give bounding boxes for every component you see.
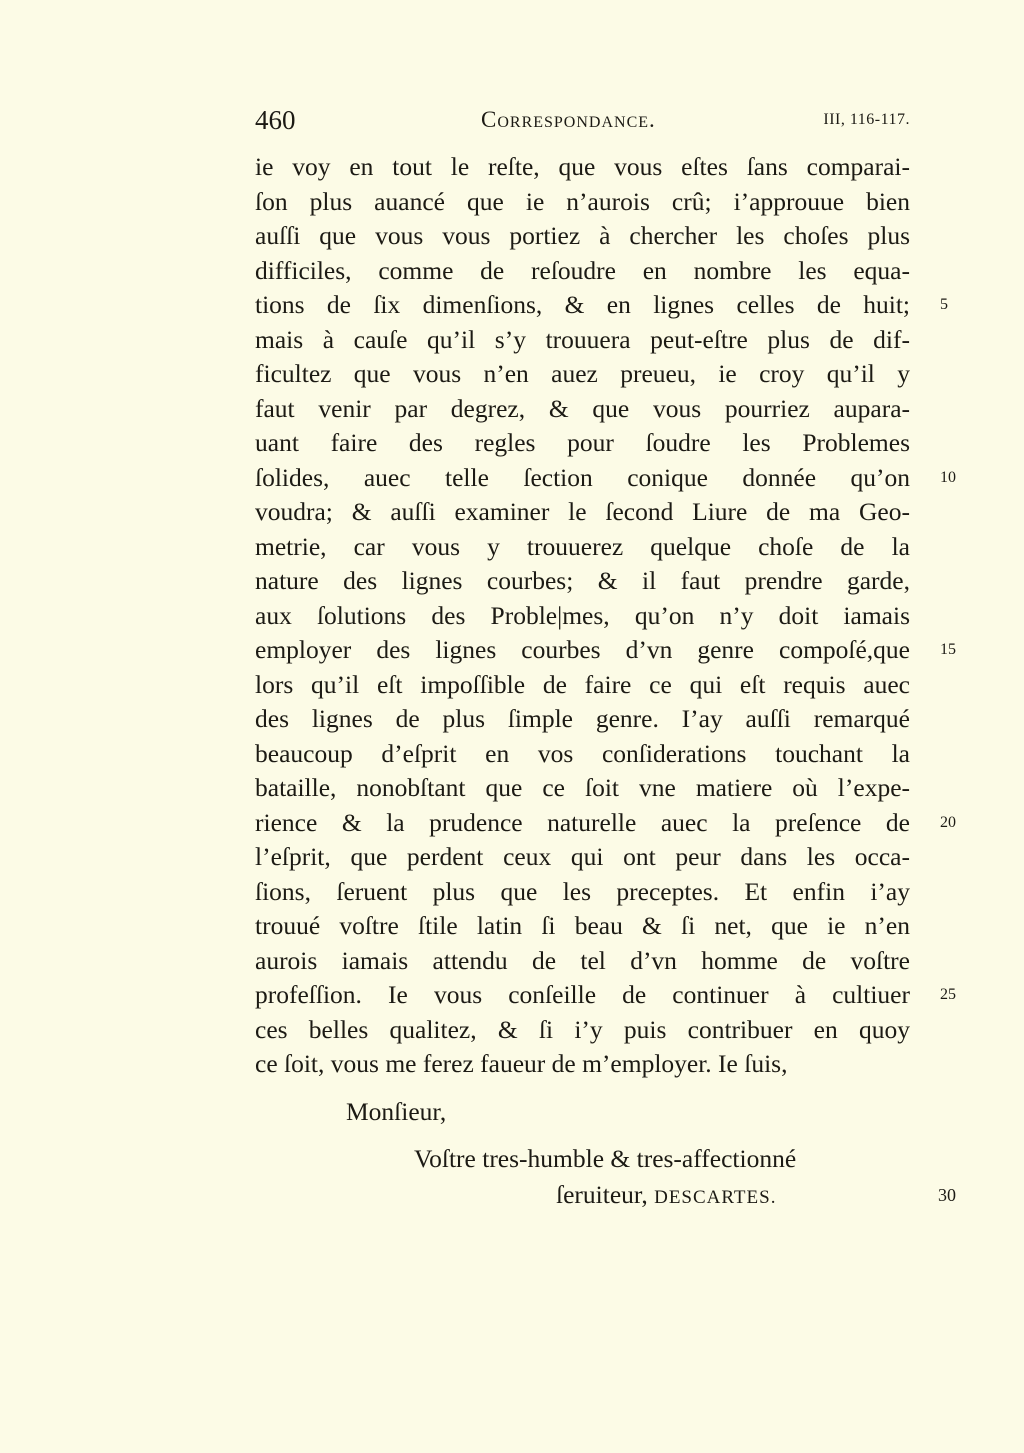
signature-line (556, 1178, 776, 1216)
letter-closing (0, 1090, 1024, 1220)
text-line: l’eſprit, que perdent ceux qui ont peur dans les occa- (255, 842, 910, 871)
line-number: 25 (940, 986, 956, 1003)
text-line: voudra; & auſſi examiner le ſecond Liure de ma Geo- (255, 497, 910, 526)
page-number: 460 (255, 105, 296, 135)
line-number: 30 (938, 1185, 956, 1205)
text-line: mais à cauſe qu’il s’y trouuera peut-eſtre plus de dif- (255, 324, 910, 354)
text-line: ie voy en tout le reſte, que vous eſtes ſans comparai- (255, 152, 910, 181)
text-line: ſon plus auancé que ie n’aurois crû; i’approuue bien (255, 186, 910, 216)
signature-servant: ſeruiteur, (556, 1180, 648, 1209)
text-line: employer des lignes courbes d’vn genre compoſé,que 15 (255, 633, 910, 668)
text-line: profeſſion. Ie vous conſeille de continuer à cultiuer 25 (255, 978, 910, 1013)
text-line: tions de ſix dimenſions, & en lignes celles de huit; 5 (255, 288, 910, 323)
text-line: ſolides, auec telle ſection conique donnée qu’on 10 (255, 461, 910, 496)
text-line: beaucoup d’eſprit en vos conſiderations touchant la (255, 738, 910, 768)
text-line: ces belles qualitez, & ſi i’y puis contribuer en quoy (255, 1014, 910, 1044)
line-number: 10 (940, 468, 956, 486)
signature-name: DESCARTES. (654, 1187, 777, 1208)
text-line: uant faire des regles pour ſoudre les Problemes (255, 428, 910, 457)
running-title: Correspondance. (481, 107, 656, 132)
text-line: trouué voſtre ſtile latin ſi beau & ſi net, que ie n’en (255, 911, 910, 940)
letter-body (255, 150, 956, 1082)
text-line: aurois iamais attendu de tel d’vn homme de voſtre (255, 945, 910, 975)
text-line: bataille, nonobſtant que ce ſoit vne matiere où l’expe- (255, 773, 910, 802)
signature-formula: Voſtre tres-humble & tres-affectionné (414, 1144, 797, 1173)
text-line: ce ſoit, vous me ferez faueur de m’employer. Ie ſuis, (255, 1049, 788, 1078)
text-line: rience & la prudence naturelle auec la preſence de 20 (255, 806, 910, 841)
volume-reference: III, 116-117. (823, 111, 910, 128)
text-line: ſions, ſeruent plus que les preceptes. Et enfin i’ay (255, 876, 910, 906)
line-number: 15 (940, 641, 956, 658)
text-line: lors qu’il eſt impoſſible de faire ce qui eſt requis auec (255, 669, 910, 699)
salutation: Monſieur, (346, 1097, 447, 1126)
text-line: ficultez que vous n’en auez preueu, ie croy qu’il y (255, 359, 910, 388)
text-line: faut venir par degrez, & que vous pourriez aupara- (255, 393, 910, 423)
text-line: difficiles, comme de reſoudre en nombre les equa- (255, 255, 910, 285)
line-number: 5 (940, 296, 948, 313)
text-line: nature des lignes courbes; & il faut prendre garde, (255, 566, 910, 595)
text-line: auſſi que vous vous portiez à chercher les choſes plus (255, 221, 910, 250)
running-header (255, 100, 910, 140)
text-line: aux ſolutions des Proble|mes, qu’on n’y doit iamais (255, 600, 910, 630)
text-line: des lignes de plus ſimple genre. I’ay auſſi remarqué (255, 704, 910, 733)
line-number: 20 (940, 813, 956, 831)
text-line: metrie, car vous y trouuerez quelque choſe de la (255, 531, 910, 561)
